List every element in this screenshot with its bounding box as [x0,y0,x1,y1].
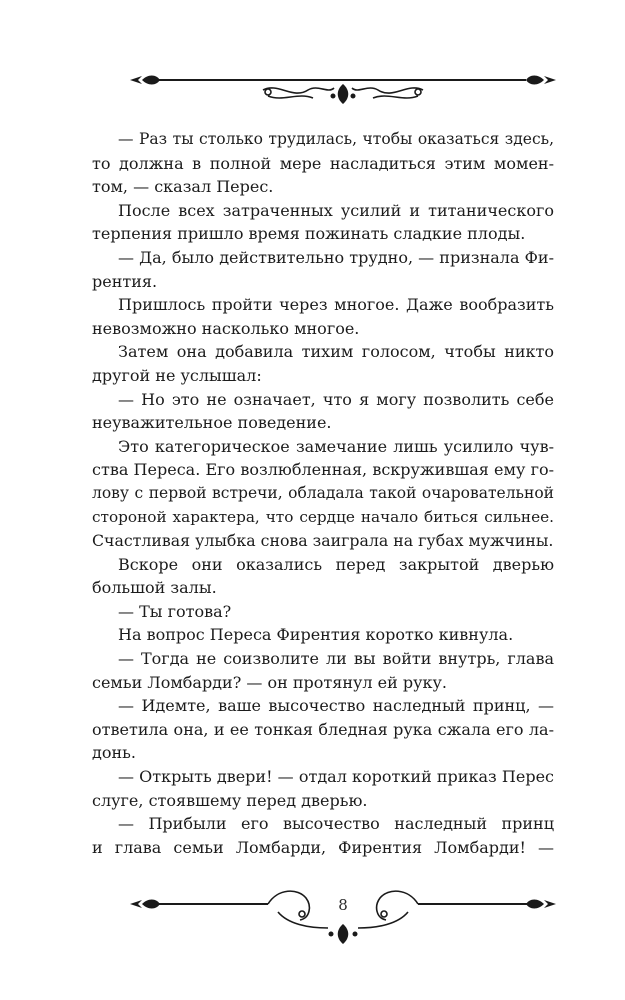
page-number: 8 [338,896,348,914]
text-line: рентия. [92,271,158,291]
text-line: терпения пришло время пожинать сладкие плоды. [92,224,526,244]
flourish-frame-icon [128,884,558,946]
text-line: другой не услышал: [92,365,262,385]
text-line: ства Переса. Его возлюбленная, вскружившая ему го- [92,460,554,480]
text-line: Вскоре они оказались перед закрытой дверью [118,554,554,574]
text-line: и глава семьи Ломбарди, Фирентия Ломбарди! — [92,837,554,857]
text-line: неуважительное поведение. [92,413,332,433]
text-line: Это категорическое замечание лишь усилило чув- [118,436,554,456]
text-line: — Идемте, ваше высочество наследный принц, — [118,696,554,716]
text-line: слуге, стоявшему перед дверью. [92,790,368,810]
text-line: Счастливая улыбка снова заиграла на губах мужчины. [92,531,554,551]
text-line: стороной характера, что сердце начало биться сильнее. [92,507,554,526]
text-line: — Тогда не соизволите ли вы войти внутрь, глава [118,649,554,669]
body-text [92,128,554,859]
text-line: Затем она добавила тихим голосом, чтобы никто [118,342,554,362]
text-line: — Но это не означает, что я могу позволить себе [118,389,554,409]
text-line: — Раз ты столько трудилась, чтобы оказаться здесь, [118,130,554,148]
page-footer [128,884,558,946]
text-line: — Открыть двери! — отдал короткий приказ Перес [118,767,554,787]
text-line: донь. [92,743,136,763]
text-line: На вопрос Переса Фирентия коротко кивнула. [118,625,514,645]
text-line: семьи Ломбарди? — он протянул ей руку. [92,672,448,692]
flourish-divider-icon [128,66,558,108]
text-line: ответила она, и ее тонкая бледная рука сжала его ла- [92,719,554,739]
text-line: лову с первой встречи, обладала такой очаровательной [92,483,554,502]
text-line: — Да, было действительно трудно, — признала Фи- [118,247,554,267]
text-line: том, — сказал Перес. [92,177,274,197]
text-line: Пришлось пройти через многое. Даже вообразить [118,295,554,315]
text-line: невозможно насколько многое. [92,318,360,338]
text-line: — Прибыли его высочество наследный принц [118,814,554,834]
text-line: — Ты готова? [118,601,232,621]
text-line: то должна в полной мере насладиться этим момен- [92,153,554,173]
text-line: После всех затраченных усилий и титанического [118,200,554,220]
text-line: большой залы. [92,578,217,598]
